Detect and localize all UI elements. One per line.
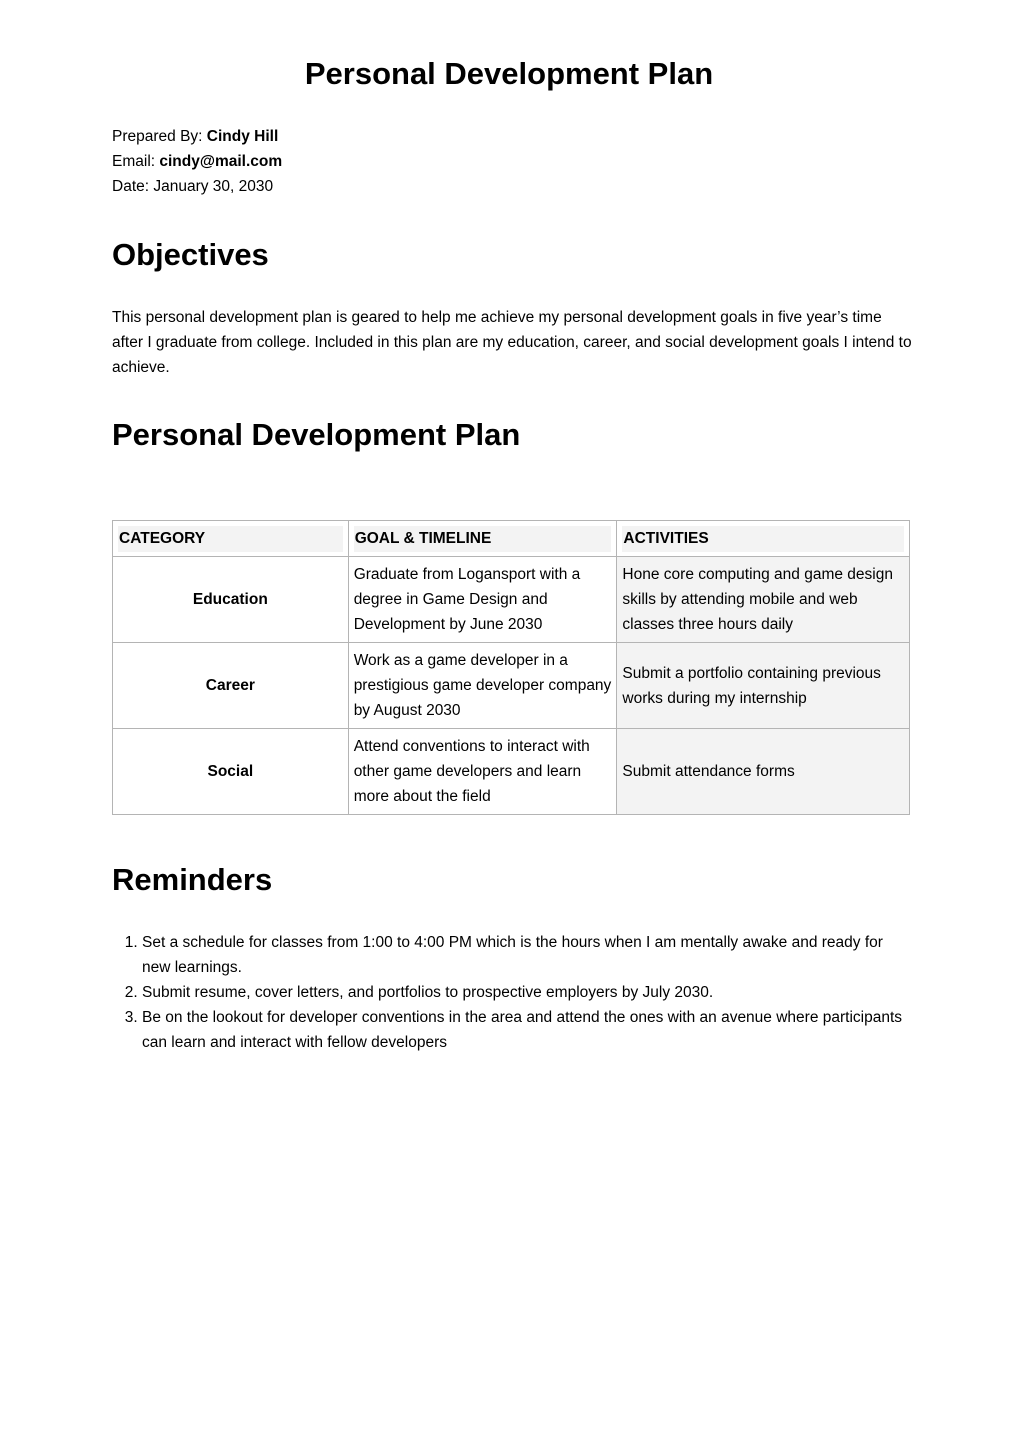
- list-item: 2. Submit resume, cover letters, and portfolios to prospective employers by July 2030.: [142, 980, 912, 1005]
- date-label: Date:: [112, 178, 154, 195]
- goal-cell: Work as a game developer in a prestigious game developer company by August 2030: [348, 643, 617, 729]
- date-value: January 30, 2030: [153, 178, 274, 195]
- column-header-activities: ACTIVITIES: [617, 521, 910, 557]
- objectives-heading: Objectives: [112, 237, 269, 272]
- column-header-goal: GOAL & TIMELINE: [348, 521, 617, 557]
- table-row: [113, 557, 910, 643]
- objectives-paragraph: This personal development plan is geared to help me achieve my personal development goals in five year’s time after I graduate from college. Included in this plan are my education, career, and social development goals I intend to achieve.: [112, 309, 912, 376]
- activities-cell: Submit attendance forms: [617, 729, 910, 815]
- table-row: [113, 729, 910, 815]
- email-line: [112, 149, 282, 174]
- goal-cell: Graduate from Logansport with a degree in Game Design and Development by June 2030: [348, 557, 617, 643]
- column-header-category: CATEGORY: [113, 521, 349, 557]
- table-header-row: [113, 521, 910, 557]
- plan-heading: Personal Development Plan: [112, 417, 521, 452]
- list-item: 1. Set a schedule for classes from 1:00 to 4:00 PM which is the hours when I am mentally awake and ready for new learnings.: [142, 930, 912, 980]
- table-row: [113, 643, 910, 729]
- goal-cell: Attend conventions to interact with other game developers and learn more about the field: [348, 729, 617, 815]
- prepared-by-value: Cindy Hill: [206, 128, 279, 145]
- document-title: Personal Development Plan: [304, 56, 714, 91]
- email-label: Email:: [112, 153, 160, 170]
- category-cell: Social: [113, 729, 349, 815]
- prepared-by-label: Prepared By:: [112, 128, 207, 145]
- prepared-by-line: [112, 124, 282, 149]
- category-cell: Career: [113, 643, 349, 729]
- activities-cell: Hone core computing and game design skills by attending mobile and web classes three hours daily: [617, 557, 910, 643]
- date-line: [112, 174, 282, 199]
- list-item: 3. Be on the lookout for developer conventions in the area and attend the ones with an avenue where participants can learn and interact with fellow developers: [142, 1005, 912, 1055]
- email-value: cindy@mail.com: [159, 153, 283, 170]
- activities-cell: Submit a portfolio containing previous works during my internship: [617, 643, 910, 729]
- category-cell: Education: [113, 557, 349, 643]
- document-meta: [112, 124, 282, 199]
- reminders-list: [112, 930, 912, 1055]
- reminders-heading: Reminders: [112, 862, 273, 897]
- plan-table: [112, 520, 910, 815]
